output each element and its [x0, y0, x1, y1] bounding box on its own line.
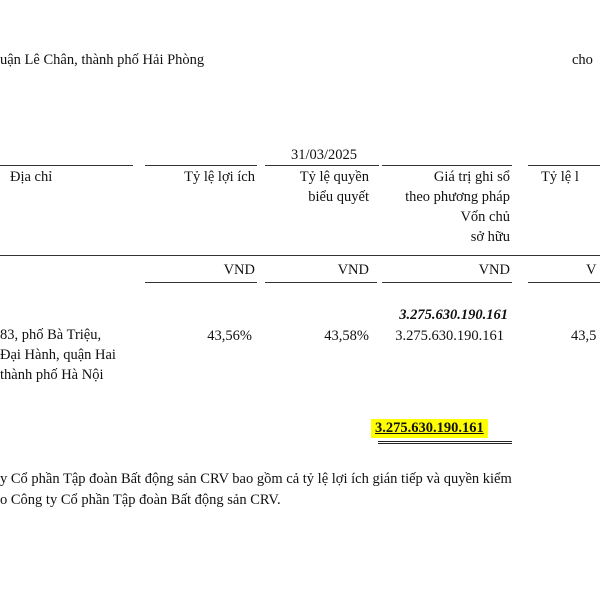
unit-book-value: VND: [478, 262, 510, 278]
column-header-voting-ratio-1: Tỷ lệ quyền: [299, 169, 369, 185]
unit-rule-interest: [145, 282, 257, 283]
subtotal-value: 3.275.630.190.161: [399, 307, 508, 323]
column-header-book-value-3: Vốn chủ: [460, 209, 510, 225]
row-address-line1: 83, phố Bà Triệu,: [0, 327, 102, 343]
column-header-interest-ratio: Tỷ lệ lợi ích: [184, 169, 255, 185]
row-book-value: 3.275.630.190.161: [395, 328, 504, 344]
total-highlight: 3.275.630.190.161: [371, 419, 488, 438]
total-double-rule: [378, 441, 512, 444]
column-header-book-value-1: Giá trị ghi sổ: [433, 169, 510, 185]
date-header-rule: [265, 165, 379, 166]
unit-interest-ratio: VND: [223, 262, 255, 278]
header-rule-address: [0, 165, 133, 166]
column-header-book-value-4: sở hữu: [470, 229, 510, 245]
unit-voting-ratio: VND: [337, 262, 369, 278]
unit-rule-next: [528, 282, 600, 283]
row-address-line3: thành phố Hà Nội: [0, 367, 104, 383]
footnote-line1: y Cổ phần Tập đoàn Bất động sản CRV bao gồm cả tỷ lệ lợi ích gián tiếp và quyền kiểm: [0, 471, 512, 487]
row-interest-ratio: 43,56%: [207, 328, 252, 344]
row-address-line2: Đại Hành, quận Hai: [0, 347, 116, 363]
header-rule-interest: [145, 165, 257, 166]
header-bottom-rule: [0, 255, 600, 256]
date-header: 31/03/2025: [291, 147, 358, 163]
header-rule-bookvalue: [382, 165, 512, 166]
unit-rule-voting: [265, 282, 377, 283]
unit-rule-bookvalue: [382, 282, 512, 283]
row-voting-ratio: 43,58%: [324, 328, 369, 344]
total-value: [371, 419, 488, 437]
column-header-next-interest: Tỷ lệ l: [541, 169, 579, 185]
header-right-fragment: cho: [572, 52, 593, 68]
column-header-book-value-2: theo phương pháp: [405, 189, 510, 205]
header-rule-next: [528, 165, 600, 166]
row-next-interest-ratio: 43,5: [571, 328, 597, 344]
column-header-voting-ratio-2: biểu quyết: [308, 189, 369, 205]
header-address: uận Lê Chân, thành phố Hải Phòng: [0, 52, 205, 68]
column-header-address: Địa chỉ: [10, 169, 53, 185]
unit-next: V: [586, 262, 597, 278]
footnote-line2: o Công ty Cổ phần Tập đoàn Bất động sản CRV.: [0, 492, 281, 508]
